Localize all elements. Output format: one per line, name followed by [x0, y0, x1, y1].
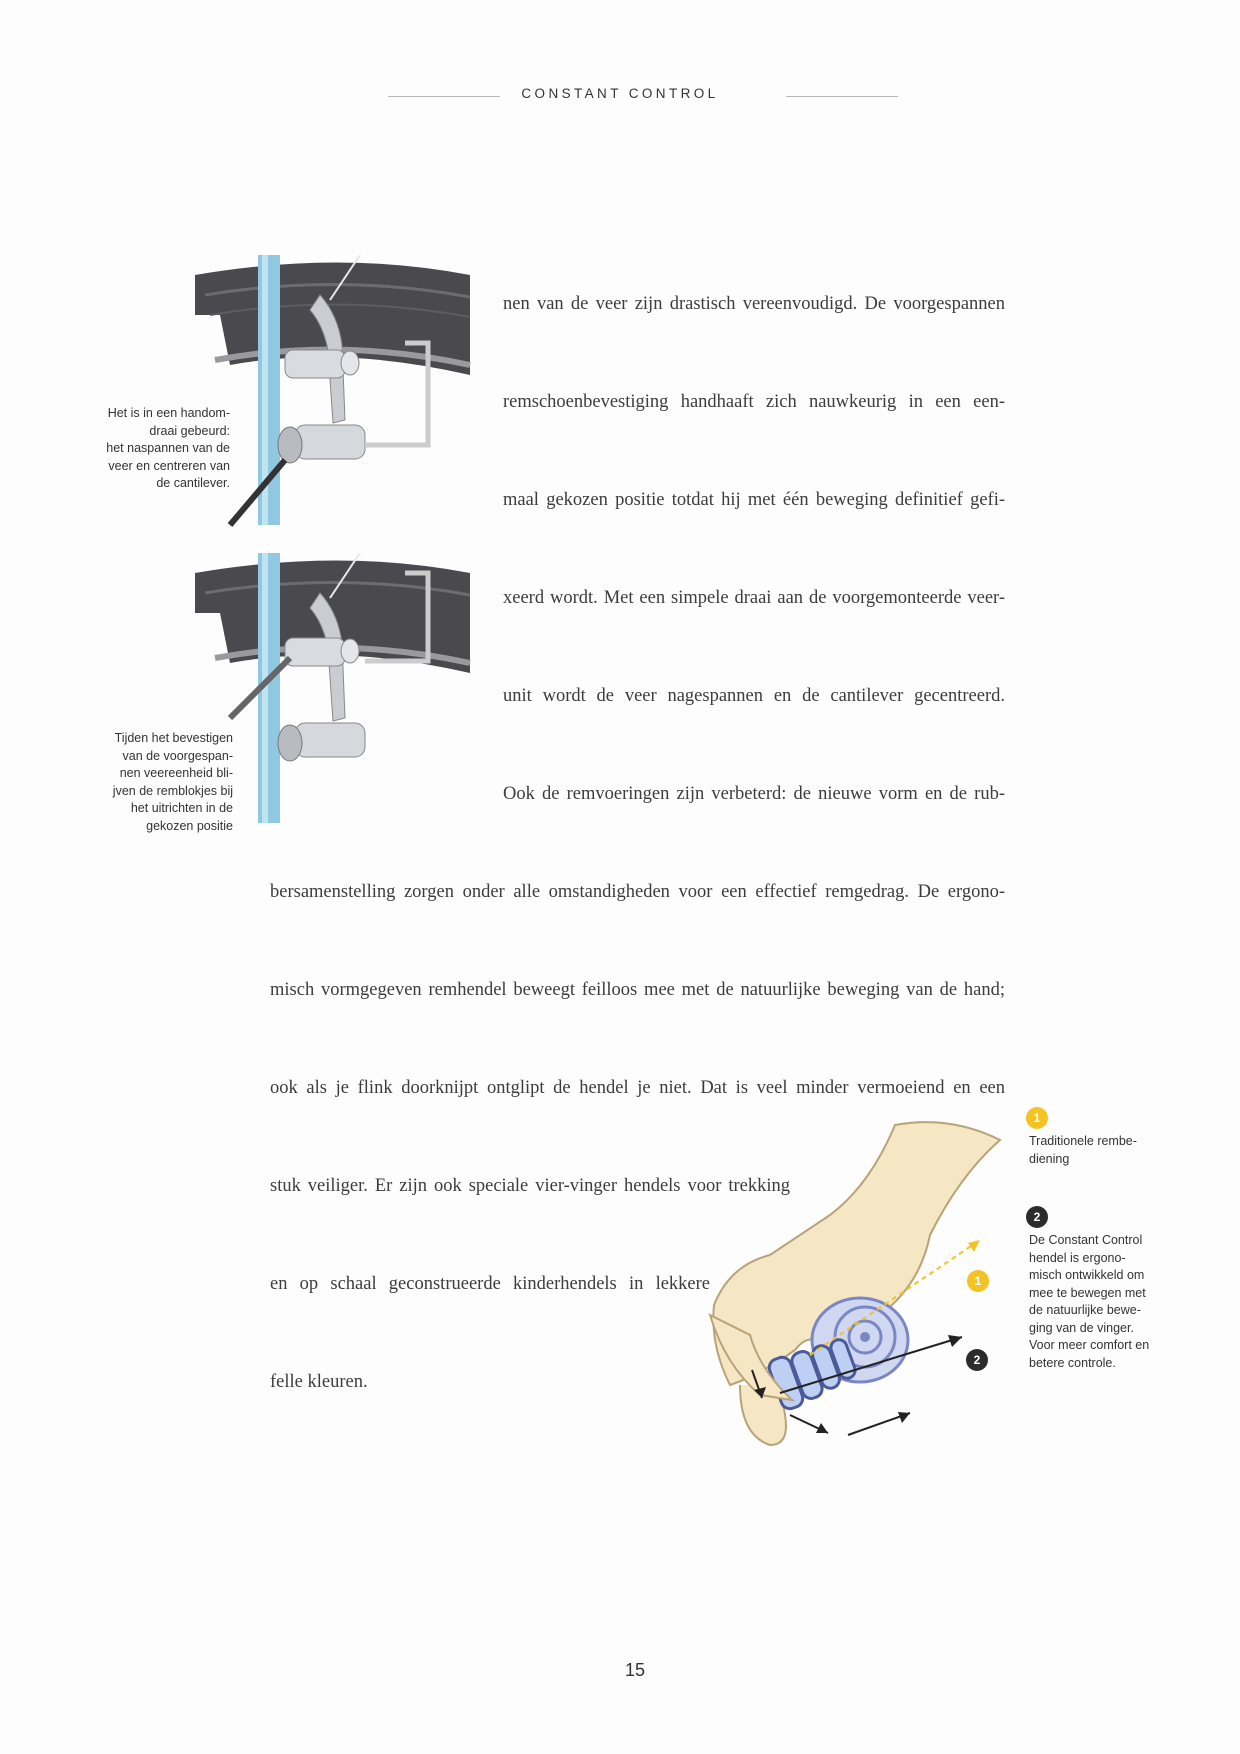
body-line: felle kleuren.: [270, 1372, 368, 1392]
legend-text-2: De Constant Control hendel is ergono- misch ontwikkeld om mee te bewegen met de natuurlijke bewe- ging van de vinger. Voor meer comfort en betere controle.: [1029, 1233, 1150, 1370]
spring-unit: [295, 723, 365, 757]
body-line: bersamenstelling zorgen onder alle omstandigheden voor een effectief remgedrag. De ergono-: [270, 882, 1005, 902]
hand-brake-lever-illustration: [700, 1115, 1010, 1455]
body-line: en op schaal geconstrueerde kinderhendels in lekkere: [270, 1274, 710, 1294]
body-line: nen van de veer zijn drastisch vereenvoudigd. De voorgespannen: [503, 294, 1005, 314]
body-line: stuk veiliger. Er zijn ook speciale vier-vinger hendels voor trekking: [270, 1176, 790, 1196]
page-number: 15: [624, 1660, 646, 1680]
body-line: Ook de remvoeringen zijn verbeterd: de nieuwe vorm en de rub-: [503, 784, 1005, 804]
caption-top-brake: Het is in een handom- draai gebeurd: het naspannen van de veer en centreren van de cantilever.: [106, 406, 230, 490]
body-line: maal gekozen positie totdat hij met één beweging definitief gefi-: [503, 490, 1005, 510]
cantilever-brake-illustration-bottom: [190, 553, 480, 828]
legend-text-1: Traditionele rembe- diening: [1029, 1134, 1137, 1166]
body-line: unit wordt de veer nagespannen en de cantilever gecentreerd.: [503, 686, 1005, 706]
brake-pad: [285, 350, 345, 378]
spring-unit: [295, 425, 365, 459]
body-line: xeerd wordt. Met een simpele draai aan de voorgemonteerde veer-: [503, 588, 1005, 608]
running-header: CONSTANT CONTROL: [521, 86, 719, 101]
header-rule-right: [786, 96, 898, 97]
body-line: ook als je flink doorknijpt ontglipt de hendel je niet. Dat is veel minder vermoeiend en een: [270, 1078, 1005, 1098]
legend-badge-1: 1: [1026, 1107, 1048, 1129]
body-line: remschoenbevestiging handhaaft zich nauwkeurig in een een-: [503, 392, 1005, 412]
figure-marker-2: 2: [966, 1349, 988, 1371]
body-line: misch vormgegeven remhendel beweegt feilloos mee met de natuurlijke beweging van de hand;: [270, 980, 1005, 1000]
brake-pad: [285, 638, 345, 666]
caption-bottom-brake: Tijden het bevestigen van de voorgespan- nen veereenheid bli- jven de remblokjes bij het uitrichten in de gekozen positie: [112, 731, 233, 833]
figure-marker-1: 1: [967, 1270, 989, 1292]
legend-badge-2: 2: [1026, 1206, 1048, 1228]
cantilever-brake-illustration-top: [190, 255, 480, 530]
